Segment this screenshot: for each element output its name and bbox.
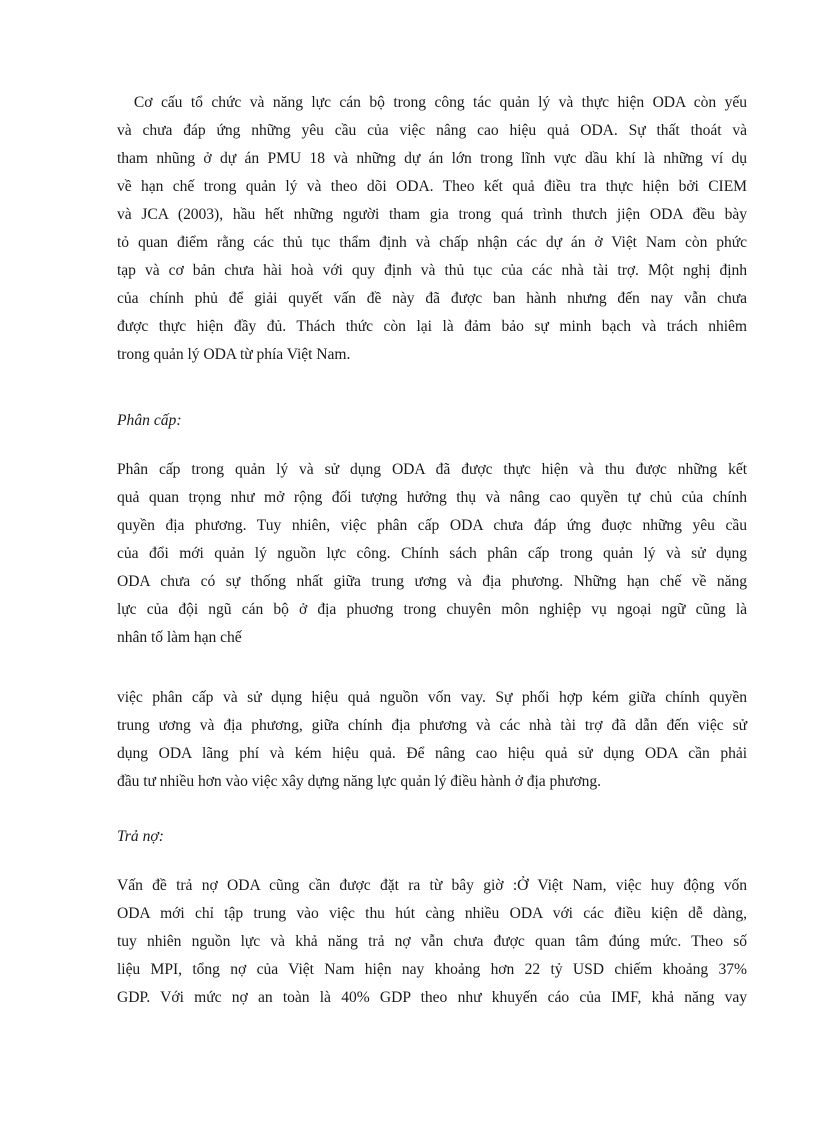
text-line: liệu MPI, tổng nợ của Việt Nam hiện nay khoảng hơn 22 tỷ USD chiếm khoảng 37% (117, 961, 747, 978)
paragraph-decentralization (117, 456, 747, 652)
section-heading-decentralization (117, 407, 747, 435)
text-line: trung ương và địa phương, giữa chính địa phương và các nhà tài trợ đã dẫn đến việc sử (117, 717, 747, 734)
text-line: được thực hiện đầy đủ. Thách thức còn lại là đảm bảo sự minh bạch và trách nhiêm (117, 318, 747, 335)
section-heading: Trả nợ: (117, 828, 164, 845)
text-line: đầu tư nhiều hơn vào việc xây dựng năng lực quản lý điều hành ở địa phương. (117, 773, 601, 790)
text-line: và JCA (2003), hầu hết những người tham gia trong quá trình thưch jiện ODA đều bày (117, 206, 747, 223)
paragraph-organization (117, 89, 747, 369)
section-heading: Phân cấp: (117, 412, 182, 429)
text-line: của đổi mới quản lý nguồn lực công. Chính sách phân cấp trong quản lý và sử dụng (117, 545, 747, 562)
text-line: GDP. Với mức nợ an toàn là 40% GDP theo như khuyến cáo của IMF, khả năng vay (117, 989, 747, 1006)
text-line: dụng ODA lãng phí và kém hiệu quả. Để nâng cao hiệu quả sử dụng ODA cần phải (117, 745, 747, 762)
text-line: ODA mới chỉ tập trung vào việc thu hút càng nhiều ODA với các điều kiện dễ dàng, (117, 905, 747, 922)
text-line: Phân cấp trong quản lý và sử dụng ODA đã được thực hiện và thu được những kết (117, 461, 747, 478)
text-line: quả quan trọng như mở rộng đối tượng hưởng thụ và nâng cao quyền tự chủ của chính (117, 489, 747, 506)
text-line: Vấn đề trả nợ ODA cũng cần được đặt ra từ bây giờ :Ở Việt Nam, việc huy động vốn (117, 877, 747, 894)
text-line: Cơ cấu tổ chức và năng lực cán bộ trong công tác quản lý và thực hiện ODA còn yếu (117, 94, 747, 111)
text-line: về hạn chế trong quản lý và theo dõi ODA. Theo kết quả điều tra thực hiện bởi CIEM (117, 178, 747, 195)
paragraph-decentralization-cont (117, 684, 747, 796)
text-line: của chính phủ để giải quyết vấn đề này đã được ban hành nhưng đến nay vẫn chưa (117, 290, 747, 307)
text-line: ODA chưa có sự thống nhất giữa trung ương và địa phương. Những hạn chế về năng (117, 573, 747, 590)
text-line: nhân tố làm hạn chế (117, 629, 242, 646)
text-line: việc phân cấp và sử dụng hiệu quả nguồn vốn vay. Sự phối hợp kém giữa chính quyền (117, 689, 747, 706)
text-line: tỏ quan điểm rằng các thủ tục thẩm định và chấp nhận các dự án ở Việt Nam còn phức (117, 234, 747, 251)
text-line: trong quản lý ODA từ phía Việt Nam. (117, 346, 351, 363)
section-heading-debt-repayment (117, 823, 747, 851)
text-line: và chưa đáp ứng những yêu cầu của việc nâng cao hiệu quả ODA. Sự thất thoát và (117, 122, 747, 139)
text-line: tạp và cơ bản chưa hài hoà với quy định và thủ tục của các nhà tài trợ. Một nghị định (117, 262, 747, 279)
text-line: lực của đội ngũ cán bộ ở địa phuơng trong chuyên môn nghiệp vụ ngoại ngữ cũng là (117, 601, 747, 618)
text-line: tham nhũng ở dự án PMU 18 và những dự án lớn trong lĩnh vực dầu khí là những ví dụ (117, 150, 747, 167)
paragraph-debt-repayment (117, 872, 747, 1012)
text-line: tuy nhiên nguồn lực và khả năng trả nợ vẫn chưa được quan tâm đúng mức. Theo số (117, 933, 747, 950)
text-line: quyền địa phương. Tuy nhiên, việc phân cấp ODA chưa đáp ứng đuợc những yêu cầu (117, 517, 747, 534)
